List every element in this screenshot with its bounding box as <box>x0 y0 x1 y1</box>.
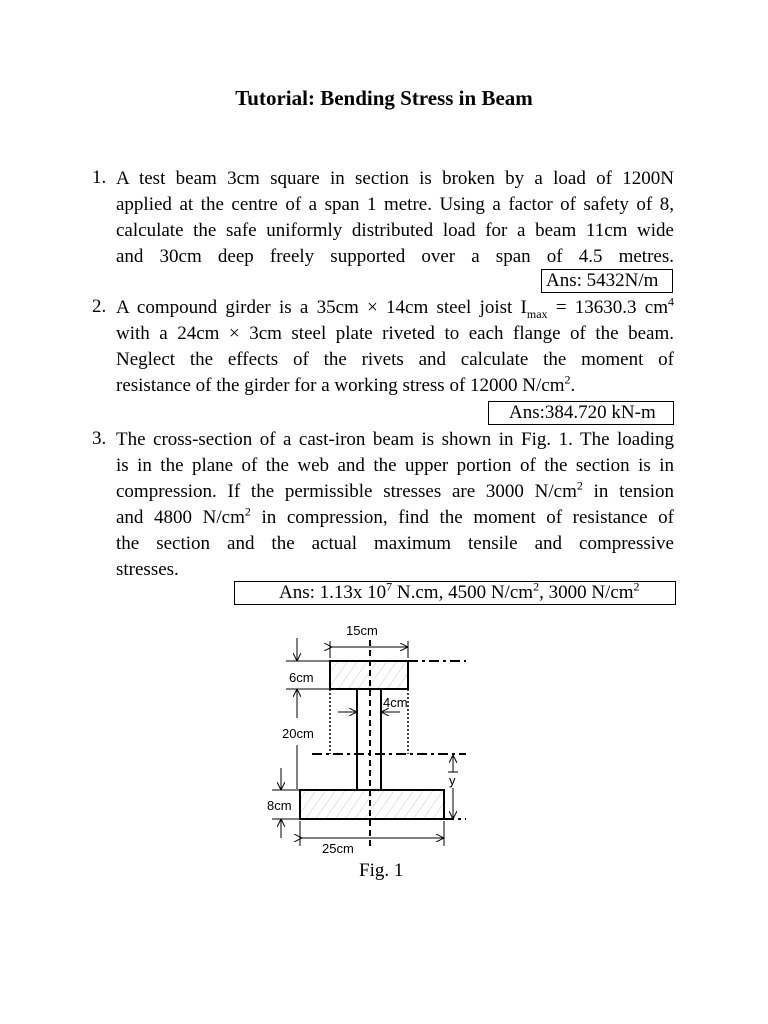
problem-2-answer: Ans:384.720 kN-m <box>488 401 674 425</box>
problem-2-line: A compound girder is a 35cm × 14cm steel joist $I_{max} = 13630.3$ $cm^4$ <box>116 294 674 321</box>
label-web-height: 20cm <box>282 726 314 741</box>
label-web-thickness: 4cm <box>383 695 408 710</box>
page-title: Tutorial: Bending Stress in Beam <box>235 86 533 110</box>
label-bottom-thickness: 8cm <box>267 798 292 813</box>
problem-3-line: compression. If the permissible stresses are 3000 $N/cm^2$ in tension <box>116 478 674 502</box>
problem-2-number: 2. <box>92 296 107 317</box>
figure-caption: Fig. 1 <box>359 860 404 881</box>
label-top-thickness: 6cm <box>289 670 314 685</box>
problem-3-line: stresses. <box>116 559 179 580</box>
problem-2-line: resistance of the girder for a working stress of 12000 $N/cm^2$. <box>116 372 576 396</box>
problem-2-line: Neglect the effects of the rivets and calculate the moment of <box>116 349 674 370</box>
label-bottom-width: 25cm <box>322 841 354 856</box>
problem-1-line: applied at the centre of a span 1 metre. Using a factor of safety of 8, <box>116 194 674 215</box>
label-ybar: y <box>449 773 456 788</box>
problem-1-number: 1. <box>92 167 107 188</box>
problem-1-line: A test beam 3cm square in section is broken by a load of 1200N <box>116 168 674 189</box>
problem-3-line: is in the plane of the web and the upper portion of the section is in <box>116 455 674 476</box>
problem-1-answer: Ans: 5432N/m <box>541 269 673 293</box>
problem-1-line: calculate the safe uniformly distributed load for a beam 11cm wide <box>116 220 674 241</box>
problem-3-line: The cross-section of a cast-iron beam is shown in Fig. 1. The loading <box>116 429 674 450</box>
label-top-width: 15cm <box>346 623 378 638</box>
bottom-flange <box>300 790 444 819</box>
problem-2-line: with a 24cm × 3cm steel plate riveted to each flange of the beam. <box>116 323 674 344</box>
problem-3-number: 3. <box>92 428 107 449</box>
problem-3-line: and 4800 $N/cm^2$ in compression, find the moment of resistance of <box>116 504 674 528</box>
problem-1-line: and 30cm deep freely supported over a span of 4.5 metres. <box>116 246 674 267</box>
problem-3-line: the section and the actual maximum tensile and compressive <box>116 533 674 554</box>
problem-3-answer: Ans: 1.13x $10^7$ N.cm, 4500 $N/cm^2$, 3000 $N/cm^2$ <box>234 581 676 605</box>
